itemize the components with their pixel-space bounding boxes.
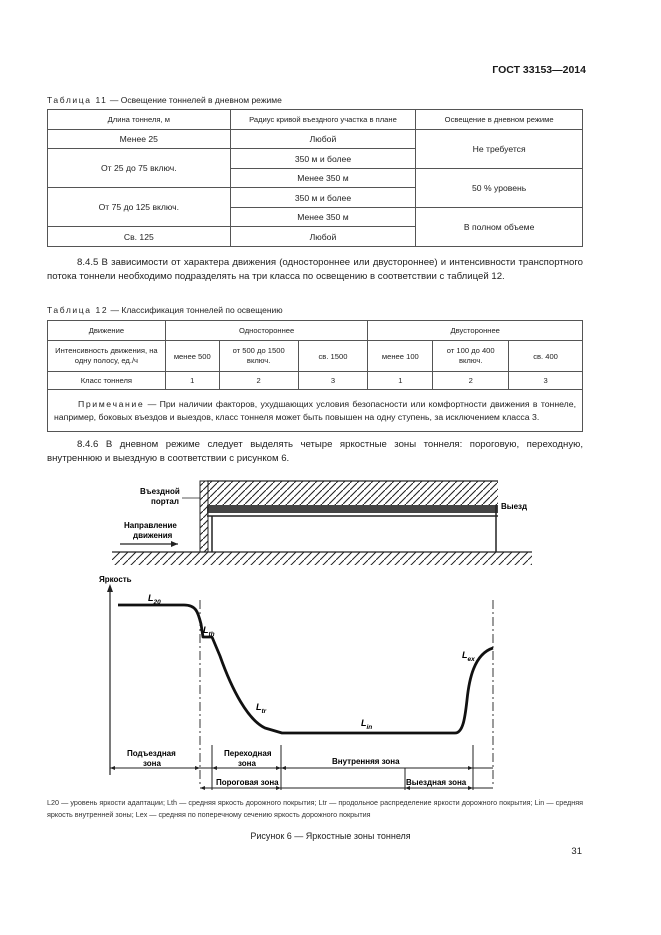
table12-two-way: Двустороннее <box>368 321 583 341</box>
table12-intensity-cell: от 500 до 1500 включ. <box>219 341 298 372</box>
y-axis-arrow-icon <box>107 584 113 592</box>
table11-cell: Не требуется <box>416 130 583 169</box>
table11-cell: 350 м и более <box>230 149 416 169</box>
table12-one-way: Одностороннее <box>165 321 368 341</box>
label-lex: $L_{ex}$ <box>462 650 475 663</box>
label-l20: $L_{20}$ <box>148 593 161 606</box>
zone-threshold-label: Пороговая зона <box>216 778 279 787</box>
table12-class-cell: 1 <box>165 372 219 390</box>
zone-transition-line1: Переходная <box>224 749 272 758</box>
table11-header-radius: Радиус кривой въездного участка в плане <box>230 110 416 130</box>
table11-cell: В полном объеме <box>416 208 583 247</box>
exit-label: Выезд <box>501 502 528 511</box>
table12-intensity-cell: св. 400 <box>509 341 583 372</box>
table11-caption-label: Таблица 11 <box>47 95 108 105</box>
table11-caption-text: — Освещение тоннелей в дневном режиме <box>107 95 282 105</box>
table12-class-cell: 3 <box>509 372 583 390</box>
entrance-portal <box>200 481 208 552</box>
tunnel-roof <box>207 481 498 505</box>
portal-label-line2: портал <box>151 497 179 506</box>
table11-cell: Менее 25 <box>48 130 231 149</box>
table12-intensity-cell: св. 1500 <box>298 341 368 372</box>
table12-intensity-cell: от 100 до 400 включ. <box>433 341 509 372</box>
label-lin: $L_{in}$ <box>361 718 373 731</box>
table11-header-lighting: Освещение в дневном режиме <box>416 110 583 130</box>
table11-cell: Менее 350 м <box>230 208 416 227</box>
table12-intensity-label: Интенсивность движения, на одну полосу, ед./ч <box>48 341 166 372</box>
paragraph-8-4-5: 8.4.5 В зависимости от характера движения (одностороннее или двустороннее) и интенсивности транспортного потока тоннели необходимо подразделять на три класса по освещению в соответствии с таблицей 12. <box>47 257 583 282</box>
label-ltr: $L_{tr}$ <box>256 702 267 715</box>
table12-note-label: Примечание <box>78 399 145 409</box>
figure-legend: L20 — уровень яркости адаптации; Lth — средняя яркость дорожного покрытия; Ltr — продольное распределение яркости дорожного покрытия; Lin — средняя яркость внутренней зоны; Lex — средняя по поперечному сечению яркость дорожного покрытия <box>47 798 583 819</box>
figure-caption: Рисунок 6 — Яркостные зоны тоннеля <box>250 831 411 841</box>
table11-cell: Менее 350 м <box>230 169 416 188</box>
zone-approach-line2: зона <box>143 759 161 768</box>
standard-number: ГОСТ 33153—2014 <box>492 64 586 76</box>
zone-transition-line2: зона <box>238 759 256 768</box>
table12-intensity-cell: менее 100 <box>368 341 433 372</box>
table12-class-cell: 1 <box>368 372 433 390</box>
direction-label-line1: Направление <box>124 521 177 530</box>
table12-caption-label: Таблица 12 <box>47 305 109 315</box>
direction-arrow-icon <box>171 541 178 547</box>
tunnel-lining <box>207 505 498 513</box>
table11-cell: 350 м и более <box>230 188 416 208</box>
table11-header-length: Длина тоннеля, м <box>48 110 231 130</box>
table11-cell: 50 % уровень <box>416 169 583 208</box>
paragraph-8-4-6: 8.4.6 В дневном режиме следует выделять четыре яркостные зоны тоннеля: пороговую, переходную, внутреннюю и выездную в соответствии с рисунком 6. <box>47 439 583 464</box>
table11-cell: От 25 до 75 включ. <box>48 149 231 188</box>
table11-cell: Любой <box>230 227 416 247</box>
table11-cell: Св. 125 <box>48 227 231 247</box>
table12-caption-text: — Классификация тоннелей по освещению <box>108 305 283 315</box>
luminance-curve <box>118 605 493 733</box>
table11-cell: От 75 до 125 включ. <box>48 188 231 227</box>
table12-class-cell: 2 <box>219 372 298 390</box>
direction-label-line2: движения <box>133 531 173 540</box>
label-lth: $L_{th}$ <box>203 625 215 638</box>
table12-class-cell: 2 <box>433 372 509 390</box>
zone-approach-line1: Подъездная <box>127 749 176 758</box>
zone-inner-label: Внутренняя зона <box>332 757 400 766</box>
table12-class-label: Класс тоннеля <box>48 372 166 390</box>
page-number: 31 <box>571 846 582 857</box>
zone-exit-label: Выездная зона <box>406 778 467 787</box>
ground <box>112 552 532 565</box>
table12-movement-label: Движение <box>48 321 166 341</box>
portal-label-line1: Въездной <box>140 487 180 496</box>
y-axis-label: Яркость <box>99 575 132 584</box>
table11-cell: Любой <box>230 130 416 149</box>
table12-intensity-cell: менее 500 <box>165 341 219 372</box>
table12-note-text: — При наличии факторов, ухудшающих условия безопасности или комфортности движения в тоннеле, например, боковых въездов и выездов, класс тоннеля может быть повышен на одну ступень, за исключением класса 3. <box>54 399 576 422</box>
table12-class-cell: 3 <box>298 372 368 390</box>
